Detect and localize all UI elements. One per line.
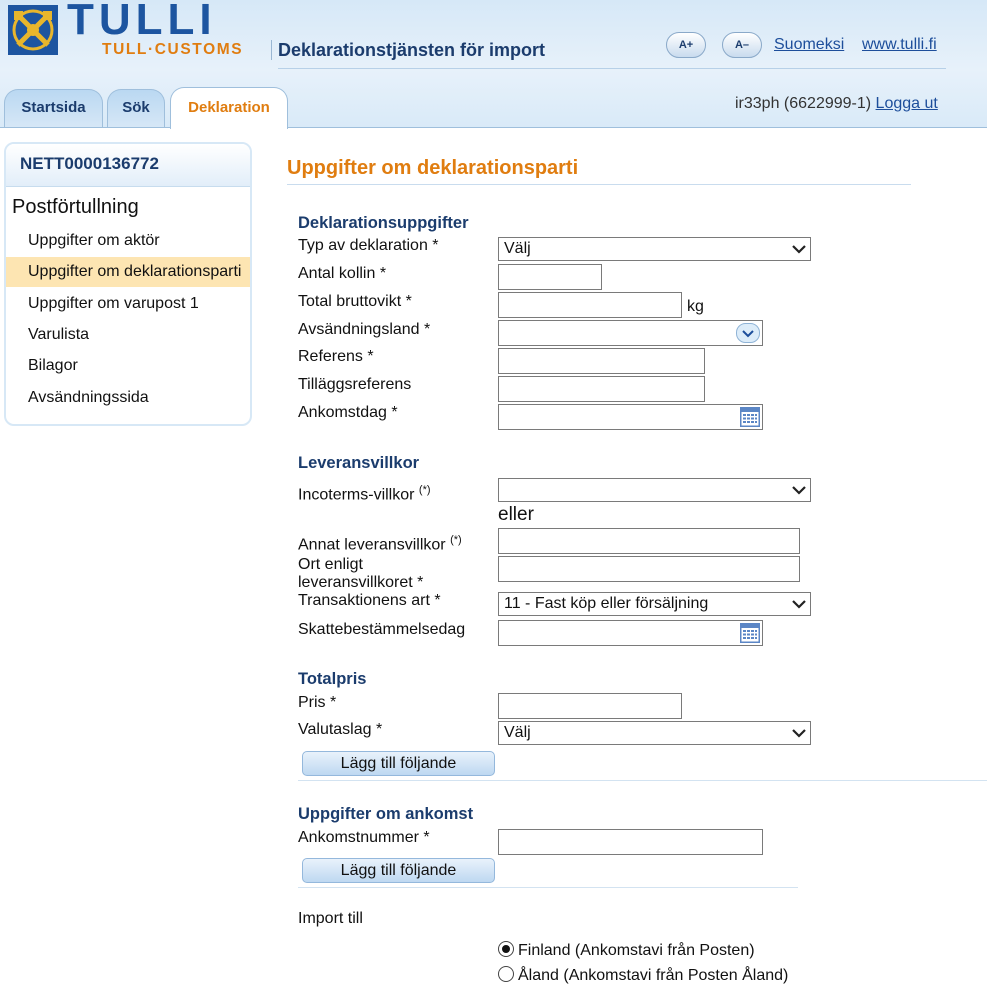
title-divider: [287, 184, 911, 185]
sidebar-item-bilagor[interactable]: Bilagor: [28, 357, 78, 374]
currency-value: Välj: [504, 724, 531, 741]
header-bar: [0, 0, 987, 128]
sidebar-item-avsandningssida[interactable]: Avsändningssida: [28, 389, 149, 406]
chevron-down-icon: [792, 727, 806, 739]
radio-aland[interactable]: [498, 966, 514, 982]
dispatch-country-combobox[interactable]: [498, 320, 763, 346]
site-link[interactable]: www.tulli.fi: [862, 36, 937, 53]
incoterms-required-mark: (*): [418, 484, 431, 496]
section-title-total: Totalpris: [298, 670, 367, 688]
incoterms-label: [298, 481, 431, 504]
tab-sok[interactable]: Sök: [107, 89, 165, 127]
user-id: ir33ph (6622999-1): [735, 95, 872, 112]
brand-name: TULLI: [67, 0, 217, 44]
add-price-button[interactable]: Lägg till följande: [302, 751, 495, 776]
tab-deklaration[interactable]: Deklaration: [170, 87, 288, 129]
arrival-number-input[interactable]: [498, 829, 763, 855]
add-arrival-button[interactable]: Lägg till följande: [302, 858, 495, 883]
sidebar-section-title: Postförtullning: [12, 196, 139, 218]
page-title: Uppgifter om deklarationsparti: [287, 157, 579, 179]
calendar-icon[interactable]: [739, 622, 761, 644]
tab-startsida[interactable]: Startsida: [4, 89, 103, 127]
tulli-logo-icon: [8, 5, 58, 55]
declaration-type-label: Typ av deklaration *: [298, 237, 439, 254]
or-text: eller: [498, 504, 534, 525]
header-divider: [278, 68, 946, 69]
packages-label: Antal kollin *: [298, 265, 387, 282]
chevron-down-icon[interactable]: [736, 323, 760, 343]
tax-date-label: Skattebestämmelsedag: [298, 621, 466, 638]
brand-subtitle: TULL·CUSTOMS: [102, 41, 244, 58]
currency-label: Valutaslag *: [298, 721, 383, 738]
delivery-place-label-1: Ort enligt: [298, 556, 363, 573]
arrival-number-label: Ankomstnummer *: [298, 829, 430, 846]
price-input[interactable]: [498, 693, 682, 719]
gross-weight-input[interactable]: [498, 292, 682, 318]
incoterms-select[interactable]: [498, 478, 811, 502]
section-divider: [298, 887, 798, 888]
reference-label: Referens *: [298, 348, 374, 365]
declaration-type-select[interactable]: [498, 237, 811, 261]
radio-finland[interactable]: [498, 941, 514, 957]
font-size-decrease-button[interactable]: A–: [722, 32, 762, 58]
additional-reference-label: Tilläggsreferens: [298, 376, 412, 393]
chevron-down-icon: [792, 598, 806, 610]
other-delivery-input[interactable]: [498, 528, 800, 554]
arrival-date-label: Ankomstdag *: [298, 404, 398, 421]
declaration-id: NETT0000136772: [20, 154, 159, 173]
delivery-place-input[interactable]: [498, 556, 800, 582]
radio-finland-label: Finland (Ankomstavi från Posten): [518, 942, 755, 959]
chevron-down-icon: [792, 484, 806, 496]
radio-selected-dot: [502, 945, 510, 953]
chevron-down-icon: [792, 243, 806, 255]
reference-input[interactable]: [498, 348, 705, 374]
section-title-arrival: Uppgifter om ankomst: [298, 805, 474, 823]
currency-select[interactable]: [498, 721, 811, 745]
incoterms-label-text: Incoterms-villkor: [298, 486, 415, 504]
import-to-label: Import till: [298, 910, 363, 927]
delivery-place-label-2: leveransvillkoret *: [298, 574, 424, 591]
section-divider: [298, 780, 987, 781]
brand-separator: [271, 40, 272, 60]
section-title-declaration: Deklarationsuppgifter: [298, 214, 469, 232]
sidebar-item-aktor[interactable]: Uppgifter om aktör: [28, 232, 160, 249]
sidebar-header: [6, 144, 250, 187]
language-link[interactable]: Suomeksi: [774, 36, 845, 53]
price-label: Pris *: [298, 694, 337, 711]
sidebar-item-deklarationsparti[interactable]: Uppgifter om deklarationsparti: [6, 257, 250, 287]
tax-date-input[interactable]: [498, 620, 763, 646]
arrival-date-input[interactable]: [498, 404, 763, 430]
declaration-type-value: Välj: [504, 240, 531, 257]
transaction-type-select[interactable]: [498, 592, 811, 616]
transaction-type-value: 11 - Fast köp eller försäljning: [504, 595, 709, 612]
packages-input[interactable]: [498, 264, 602, 290]
calendar-icon[interactable]: [739, 406, 761, 428]
section-title-delivery: Leveransvillkor: [298, 454, 420, 472]
radio-aland-label: Åland (Ankomstavi från Posten Åland): [518, 967, 789, 984]
font-size-increase-button[interactable]: A+: [666, 32, 706, 58]
other-delivery-label: [298, 531, 462, 554]
dispatch-country-label: Avsändningsland *: [298, 321, 431, 338]
sidebar-item-varupost[interactable]: Uppgifter om varupost 1: [28, 295, 199, 312]
app-title: Deklarationstjänsten för import: [278, 40, 546, 60]
sidebar-item-varulista[interactable]: Varulista: [28, 326, 90, 343]
logout-link[interactable]: Logga ut: [875, 95, 938, 112]
transaction-type-label: Transaktionens art *: [298, 592, 441, 609]
sidebar: [4, 142, 252, 426]
other-delivery-required-mark: (*): [450, 534, 462, 546]
gross-weight-unit: kg: [687, 298, 704, 315]
other-delivery-label-text: Annat leveransvillkor: [298, 536, 446, 554]
user-info: [735, 94, 938, 114]
additional-reference-input[interactable]: [498, 376, 705, 402]
gross-weight-label: Total bruttovikt *: [298, 293, 412, 310]
